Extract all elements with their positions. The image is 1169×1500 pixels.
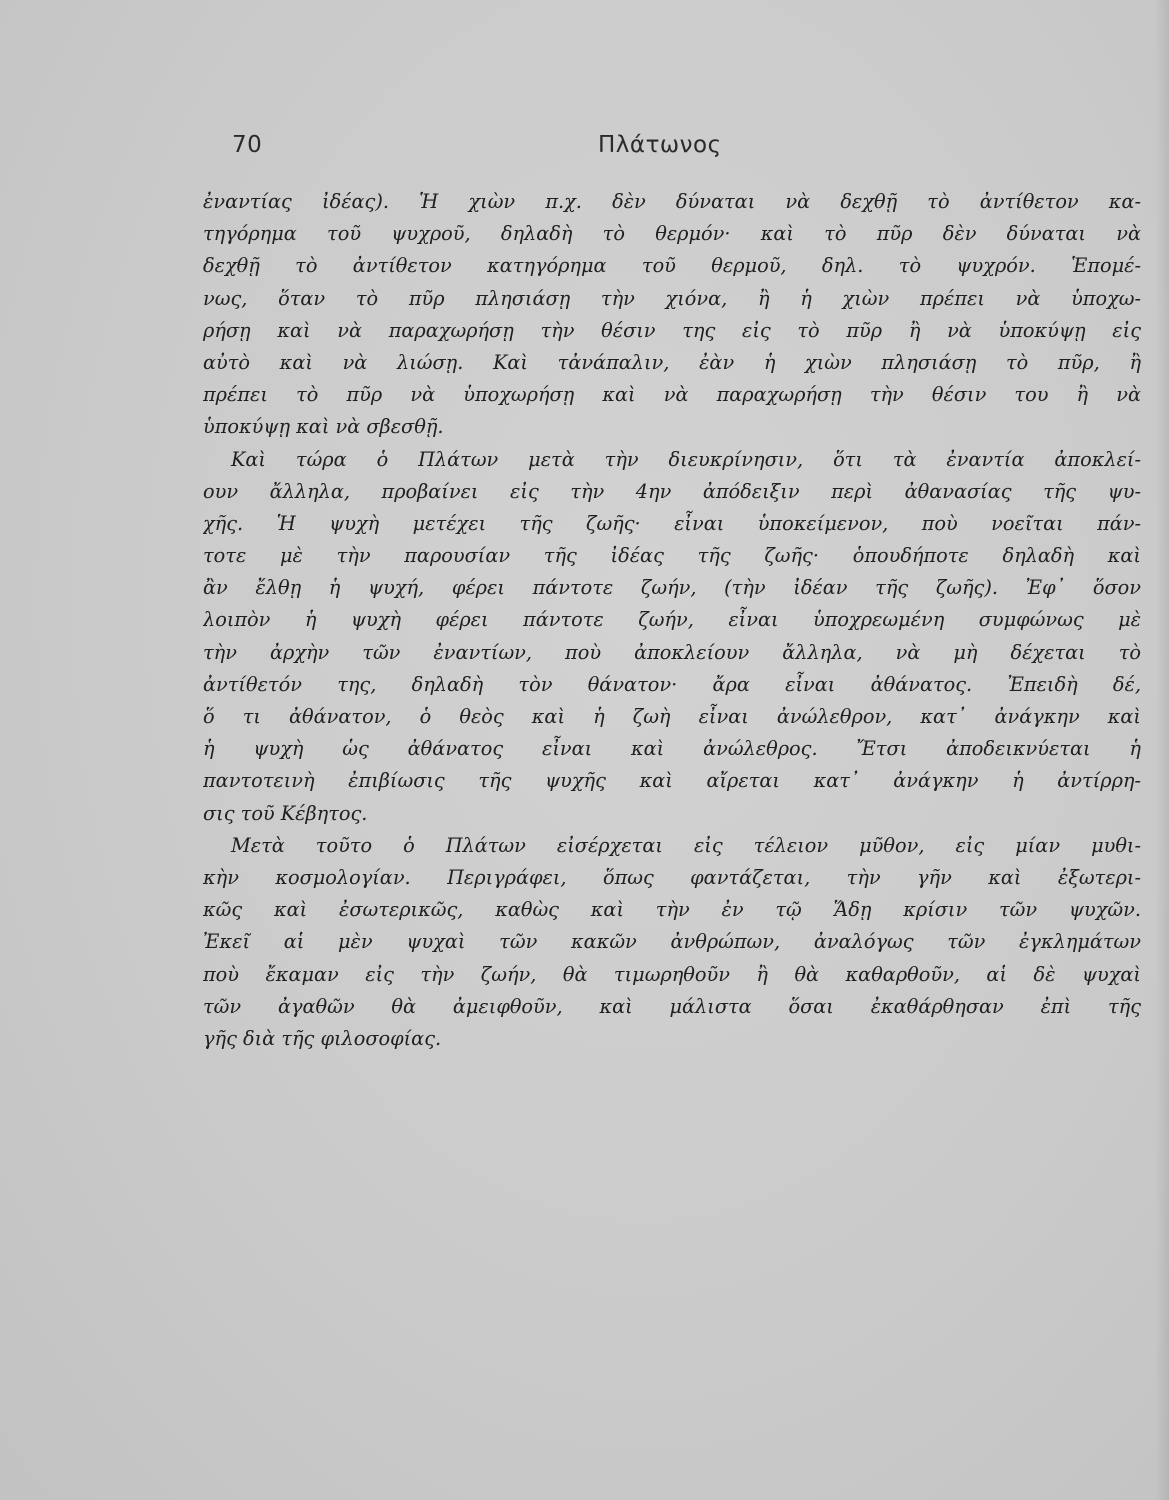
text-line: ἂν ἔλθῃ ἡ ψυχή, φέρει πάντοτε ζωήν, (τὴν ἰδέαν τῆς ζωῆς). Ἐφ᾽ ὅσον (203, 576, 1141, 600)
text-line: δεχθῇ τὸ ἀντίθετον κατηγόρημα τοῦ θερμοῦ, δηλ. τὸ ψυχρόν. Ἑπομέ- (203, 254, 1141, 278)
text-line: χῆς. Ἡ ψυχὴ μετέχει τῆς ζωῆς· εἶναι ὑποκείμενον, ποὺ νοεῖται πάν- (203, 511, 1141, 535)
text-line: ποὺ ἔκαμαν εἰς τὴν ζωήν, θὰ τιμωρηθοῦν ἢ θὰ καθαρθοῦν, αἱ δὲ ψυχαὶ (203, 962, 1141, 986)
body-text (203, 186, 1141, 1055)
text-line: ουν ἄλληλα, προβαίνει εἰς τὴν 4ην ἀπόδειξιν περὶ ἀθανασίας τῆς ψυ- (203, 479, 1141, 503)
text-line: λοιπὸν ἡ ψυχὴ φέρει πάντοτε ζωήν, εἶναι ὑποχρεωμένη συμφώνως μὲ (203, 608, 1141, 632)
text-line: Ἐκεῖ αἱ μὲν ψυχαὶ τῶν κακῶν ἀνθρώπων, ἀναλόγως τῶν ἐγκλημάτων (203, 930, 1141, 954)
text-line: παντοτεινὴ ἐπιβίωσις τῆς ψυχῆς καὶ αἴρεται κατ᾽ ἀνάγκην ἡ ἀντίρρη- (203, 769, 1141, 793)
text-line: Καὶ τώρα ὁ Πλάτων μετὰ τὴν διευκρίνησιν, ὅτι τὰ ἐναντία ἀποκλεί- (231, 447, 1141, 471)
text-line: πρέπει τὸ πῦρ νὰ ὑποχωρήσῃ καὶ νὰ παραχωρήσῃ τὴν θέσιν του ἢ νὰ (203, 383, 1141, 407)
text-line: τηγόρημα τοῦ ψυχροῦ, δηλαδὴ τὸ θερμόν· καὶ τὸ πῦρ δὲν δύναται νὰ (203, 222, 1141, 246)
text-line: κῶς καὶ ἐσωτερικῶς, καθὼς καὶ τὴν ἐν τῷ Ἅδῃ κρίσιν τῶν ψυχῶν. (203, 898, 1141, 922)
text-line: ἐναντίας ἰδέας). Ἡ χιὼν π.χ. δὲν δύναται νὰ δεχθῇ τὸ ἀντίθετον κα- (203, 190, 1141, 213)
text-line: νως, ὅταν τὸ πῦρ πλησιάσῃ τὴν χιόνα, ἢ ἡ χιὼν πρέπει νὰ ὑποχω- (203, 286, 1141, 310)
text-line: κὴν κοσμολογίαν. Περιγράφει, ὅπως φαντάζεται, τὴν γῆν καὶ ἐξωτερι- (203, 865, 1141, 889)
text-line: σις τοῦ Κέβητος. (203, 801, 368, 825)
text-line: αὐτὸ καὶ νὰ λιώσῃ. Καὶ τἀνάπαλιν, ἐὰν ἡ χιὼν πλησιάσῃ τὸ πῦρ, ἢ (203, 350, 1141, 374)
running-title: Πλάτωνος (598, 132, 722, 158)
text-line: τὴν ἀρχὴν τῶν ἐναντίων, ποὺ ἀποκλείουν ἄλληλα, νὰ μὴ δέχεται τὸ (203, 640, 1141, 664)
text-line: ἡ ψυχὴ ὡς ἀθάνατος εἶναι καὶ ἀνώλεθρος. Ἔτσι ἀποδεικνύεται ἡ (203, 737, 1141, 761)
text-line: τῶν ἀγαθῶν θὰ ἀμειφθοῦν, καὶ μάλιστα ὅσαι ἐκαθάρθησαν ἐπὶ τῆς (203, 994, 1141, 1018)
text-line: ἀντίθετόν της, δηλαδὴ τὸν θάνατον· ἄρα εἶναι ἀθάνατος. Ἐπειδὴ δέ, (203, 672, 1141, 696)
text-line: ὅ τι ἀθάνατον, ὁ θεὸς καὶ ἡ ζωὴ εἶναι ἀνώλεθρον, κατ᾽ ἀνάγκην καὶ (203, 705, 1141, 728)
text-line: τοτε μὲ τὴν παρουσίαν τῆς ἰδέας τῆς ζωῆς· ὁπουδήποτε δηλαδὴ καὶ (203, 544, 1141, 568)
page-edge-shadow (1155, 0, 1169, 1500)
text-line: γῆς διὰ τῆς φιλοσοφίας. (203, 1026, 442, 1050)
text-line: ρήσῃ καὶ νὰ παραχωρήσῃ τὴν θέσιν της εἰς τὸ πῦρ ἢ νὰ ὑποκύψῃ εἰς (203, 318, 1141, 342)
page-number: 70 (232, 132, 263, 158)
text-line: Μετὰ τοῦτο ὁ Πλάτων εἰσέρχεται εἰς τέλειον μῦθον, εἰς μίαν μυθι- (231, 833, 1141, 857)
running-header (0, 132, 1169, 172)
text-line: ὑποκύψῃ καὶ νὰ σβεσθῇ. (203, 415, 444, 439)
